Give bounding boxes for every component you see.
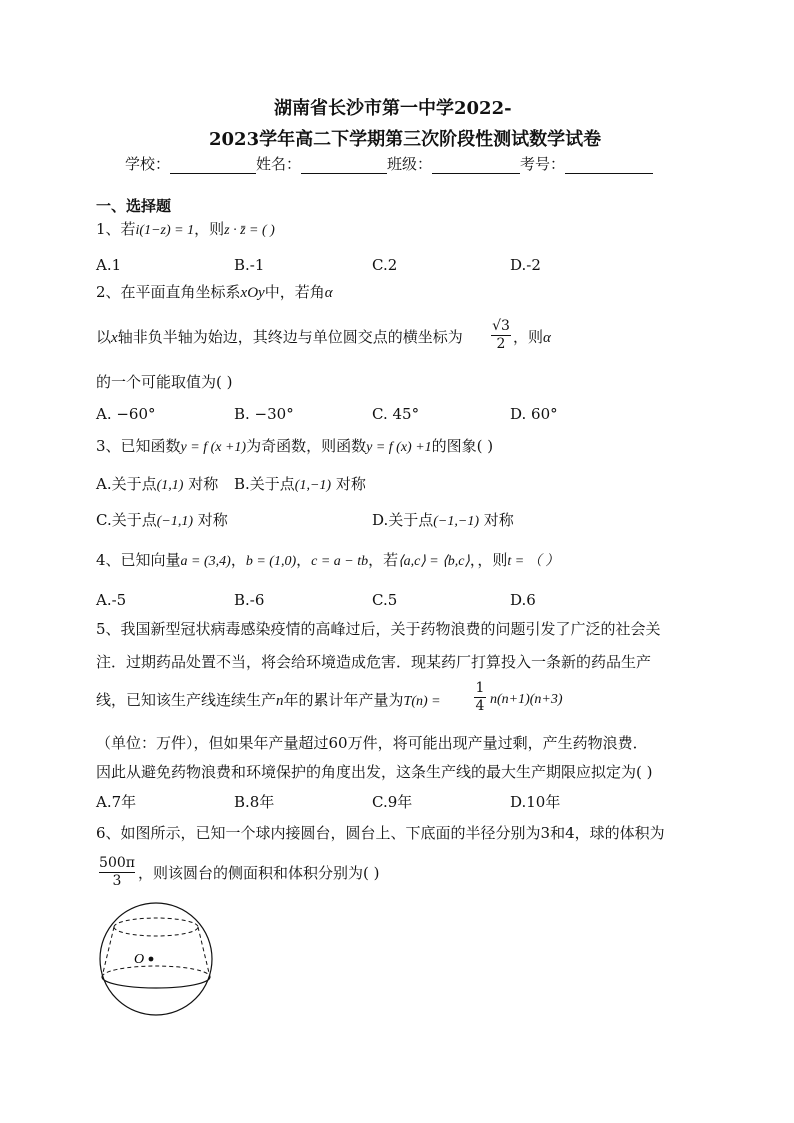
q4-option-b: B.-6 (234, 591, 265, 609)
q4-condition: ⟨a,c⟩ = ⟨b,c⟩ (398, 554, 470, 569)
q2-prefix: 2、在平面直角坐标系 (96, 283, 241, 301)
q4-vector-c: c = a − tb (311, 554, 369, 569)
frustum-top-front (114, 927, 198, 936)
q2-frac-den: 2 (496, 336, 506, 352)
q2-alpha: α (324, 285, 333, 301)
section-heading: 一、选择题 (96, 197, 172, 215)
q5-formula-rhs: n(n+1)(n+3) (490, 692, 563, 707)
q1-prefix: 1、若 (96, 220, 136, 238)
q2-fraction (490, 318, 512, 353)
q2-line2-text: 轴非负半轴为始边，其终边与单位圆交点的横坐标为 (117, 328, 463, 346)
q2-coordinate-system: xOy (240, 285, 265, 301)
question-5-line-3 (96, 690, 441, 712)
title-line-2: 2023学年高二下学期第三次阶段性测试数学试卷 (209, 129, 602, 150)
q5-frac-num: 1 (475, 680, 485, 696)
q3-suffix: 的图象( ) (431, 437, 494, 455)
q1-option-a: A.1 (96, 256, 122, 274)
q2-line2-suffix: ，则α (513, 328, 551, 346)
q1-option-d: D.-2 (510, 256, 541, 274)
frustum-side-left (102, 927, 114, 977)
sphere-frustum-figure (94, 900, 218, 1018)
question-5-line-5: 因此从避免药物浪费和环境保护的角度出发，这条生产线的最大生产期限应拟定为( ) (96, 763, 653, 781)
sphere-center-dot (149, 957, 154, 962)
q3-function-2: y = f (x) +1 (366, 440, 432, 455)
q4-prefix: 4、已知向量 (96, 551, 181, 569)
q5-line3-prefix: 线，已知该生产线连续生产 (96, 691, 277, 709)
q2-option-a: A. −60° (96, 405, 156, 423)
q3-middle: 为奇函数，则函数 (246, 437, 367, 455)
q2-option-b: B. −30° (234, 405, 294, 423)
q4-vector-a: a = (3,4) (180, 554, 231, 569)
q2-alpha-2: α (543, 330, 551, 346)
question-1 (96, 219, 275, 241)
q6-fraction (98, 855, 136, 890)
question-2-line-2 (96, 327, 463, 348)
class-blank[interactable] (432, 157, 520, 174)
frustum-top-back (114, 918, 198, 927)
q2-suffix: 中，若角 (264, 283, 325, 301)
school-blank[interactable] (170, 157, 256, 174)
question-2-line-3: 的一个可能取值为( ) (96, 373, 233, 391)
q1-expression: i(1−z) = 1 (135, 223, 195, 238)
center-label: O (134, 952, 145, 967)
q1-option-c: C.2 (372, 256, 398, 274)
question-6-line-1: 6、如图所示，已知一个球内接圆台，圆台上、下底面的半径分别为3和4，球的体积为 (96, 824, 665, 842)
q5-option-c: C.9年 (372, 793, 413, 811)
frustum-bottom-back (102, 966, 210, 977)
name-label: 姓名： (256, 155, 302, 173)
q5-option-b: B.8年 (234, 793, 275, 811)
name-blank[interactable] (301, 157, 387, 174)
q2-x-axis: x (111, 330, 118, 346)
q5-n: n (276, 693, 284, 709)
question-6-line-2: ，则该圆台的侧面积和体积分别为( ) (138, 864, 380, 882)
q4-cond-prefix: ，若 (368, 551, 399, 569)
q4-t-expression: t = （ ） (507, 554, 560, 569)
q5-frac-den: 4 (475, 698, 485, 714)
q3-function-1: y = f (x +1) (180, 440, 247, 455)
q1-option-b: B.-1 (234, 256, 265, 274)
frustum-side-right (198, 927, 210, 977)
q4-option-c: C.5 (372, 591, 398, 609)
q2-option-d: D. 60° (510, 405, 558, 423)
q1-middle: ，则 (194, 220, 225, 238)
q2-line2-prefix: 以 (96, 328, 112, 346)
q3-option-a: A.关于点(1,1) 对称 (96, 475, 219, 493)
q3-option-b: B.关于点(1,−1) 对称 (234, 475, 366, 493)
exam-number-label: 考号： (520, 155, 566, 173)
q6-frac-num: 500π (99, 855, 135, 871)
exam-number-blank[interactable] (565, 157, 653, 174)
sphere-outline (100, 903, 212, 1015)
question-4: 4、已知向量a = (3,4)，b = (1,0)，c = a − tb，若⟨a,c⟩ = ⟨b,c⟩，，则t = （ ） (96, 551, 560, 569)
school-label: 学校： (125, 155, 171, 173)
q5-line3-mid: 年的累计年产量为 (283, 691, 404, 709)
q5-option-d: D.10年 (510, 793, 561, 811)
q1-target: z · z̄ = ( ) (224, 223, 275, 238)
student-info-row (125, 154, 653, 174)
q5-option-a: A.7年 (96, 793, 137, 811)
q5-formula-lhs: T(n) = (403, 694, 441, 709)
q2-frac-num: √3 (492, 318, 510, 334)
q6-frac-den: 3 (112, 873, 122, 889)
q4-option-a: A.-5 (96, 591, 127, 609)
class-label: 班级： (387, 155, 433, 173)
question-3 (96, 436, 493, 458)
q3-prefix: 3、已知函数 (96, 437, 181, 455)
q4-option-d: D.6 (510, 591, 536, 609)
q4-tail: ，，则 (469, 551, 508, 569)
title-line-1: 湖南省长沙市第一中学2022- (274, 98, 512, 119)
q4-vector-b: b = (1,0) (245, 554, 297, 569)
question-5-line-2: 注．过期药品处置不当，将会给环境造成危害．现某药厂打算投入一条新的药品生产 (96, 653, 652, 671)
q3-option-c: C.关于点(−1,1) 对称 (96, 511, 228, 529)
q2-option-c: C. 45° (372, 405, 420, 423)
q3-option-d: D.关于点(−1,−1) 对称 (372, 511, 514, 529)
question-5-line-1: 5、我国新型冠状病毒感染疫情的高峰过后，关于药物浪费的问题引发了广泛的社会关 (96, 620, 661, 638)
frustum-bottom-front (102, 977, 210, 988)
q5-fraction (473, 680, 487, 715)
question-5-line-4: （单位：万件），但如果年产量超过60万件，将可能出现产量过剩，产生药物浪费． (96, 734, 648, 752)
question-2-line-1 (96, 282, 333, 303)
